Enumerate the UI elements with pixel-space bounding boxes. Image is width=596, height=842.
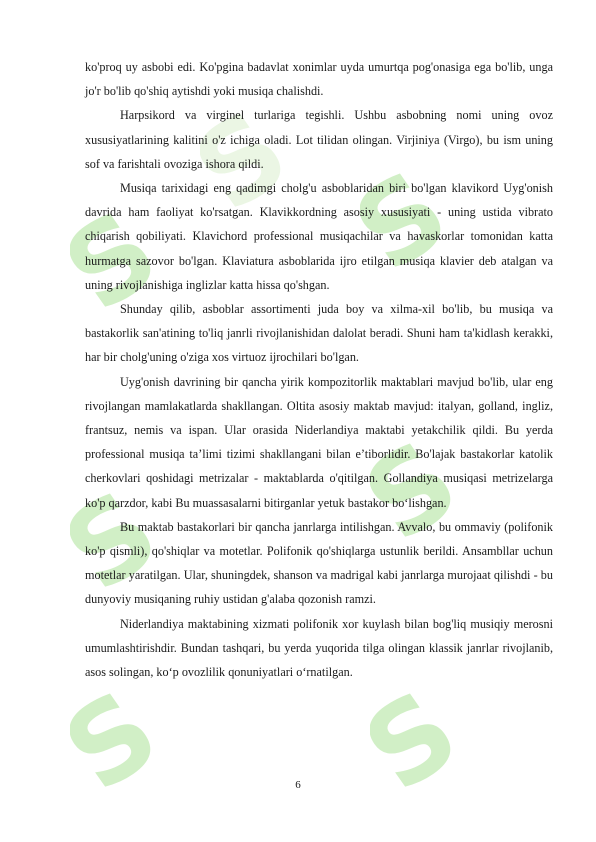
paragraph: Musiqa tarixidagi eng qadimgi cholg'u asboblaridan biri bo'lgan klavikord Uyg'onish davrida ham faoliyat ko'rsatgan. Klavikkordning asosiy xususiyati - uning ustida vibrato chiqarish qobiliyati. Klavichord professional musiqachilar va havaskorlar tomonidan katta hurmatga sazovor bo'lgan. Klaviatura asboblarida ijro etilgan musiqa klavier deb atalgan va uning rivojlanishiga inglizlar katta hissa qo'shgan. [85,181,553,292]
document-body [85,55,553,684]
paragraph: Uyg'onish davrining bir qancha yirik kompozitorlik maktablari mavjud bo'lib, ular eng rivojlangan mamlakatlarda shakllangan. Oltita asosiy maktab mavjud: italyan, golland, ingliz, frantsuz, nemis va ispan. Ular orasida Niderlandiya maktabi yetakchilik qildi. Bu yerda professional musiqa ta’limi tizimi shakllangani bilan e’tiborlidir. Bo'lajak bastakorlar katolik cherkovlari qoshidagi metrizalar - maktablarda o'qitilgan. Gollandiya musiqasi metrizelarga ko'p qarzdor, kabi Bu muassasalarni bitirganlar yetuk bastakor bo‘lishgan. [85,374,553,510]
paragraph: Harpsikord va virginel turlariga tegishli. Ushbu asbobning nomi uning ovoz xususiyatlarining kalitini o'z ichiga oladi. Lot tilidan olingan. Virjiniya (Virgo), bu ism uning sof va farishtali ovoziga ishora qildi. [85,108,553,171]
paragraph: Shunday qilib, asboblar assortimenti juda boy va xilma-xil bo'lib, bu musiqa va bastakorlik san'atining to'liq janrli rivojlanishidan dalolat beradi. Shuni ham ta'kidlash kerakki, har bir cholg'uning o'ziga xos virtuoz ijrochilari bo'lgan. [85,302,553,365]
paragraph: Bu maktab bastakorlari bir qancha janrlarga intilishgan. Avvalo, bu ommaviy (polifonik ko'p qismli), qo'shiqlar va motetlar. Polifonik qo'shiqlarga ustunlik berildi. Ansambllar uchun motetlar yaratilgan. Ular, shuningdek, shanson va madrigal kabi janrlarga murojaat qilishdi - bu dunyoviy musiqaning ruhiy ustidan g'alaba qozonish ramzi. [85,519,553,607]
svg-text:S: S [70,186,181,337]
svg-text:S: S [370,666,481,817]
svg-text:S: S [370,416,481,567]
svg-text:S: S [70,666,181,817]
svg-text:S: S [70,466,181,617]
paragraph: Niderlandiya maktabining xizmati polifonik xor kuylash bilan bog'liq musiqiy merosni umumlashtirishdir. Bundan tashqari, bu yerda yuqorida tilga olingan klassik janrlar rivojlanib, asos solingan, ko‘p ovozlilik qonuniyatlari o‘rnatilgan. [85,616,553,680]
svg-text:S: S [360,146,471,297]
page-number: 6 [295,779,301,791]
svg-text:S: S [200,86,311,237]
paragraph: ko'proq uy asbobi edi. Ko'pgina badavlat xonimlar uyda umurtqa pog'onasiga ega bo'lib, unga jo'r bo'lib qo'shiq aytishdi yoki musiqa chalishdi. [85,60,553,99]
